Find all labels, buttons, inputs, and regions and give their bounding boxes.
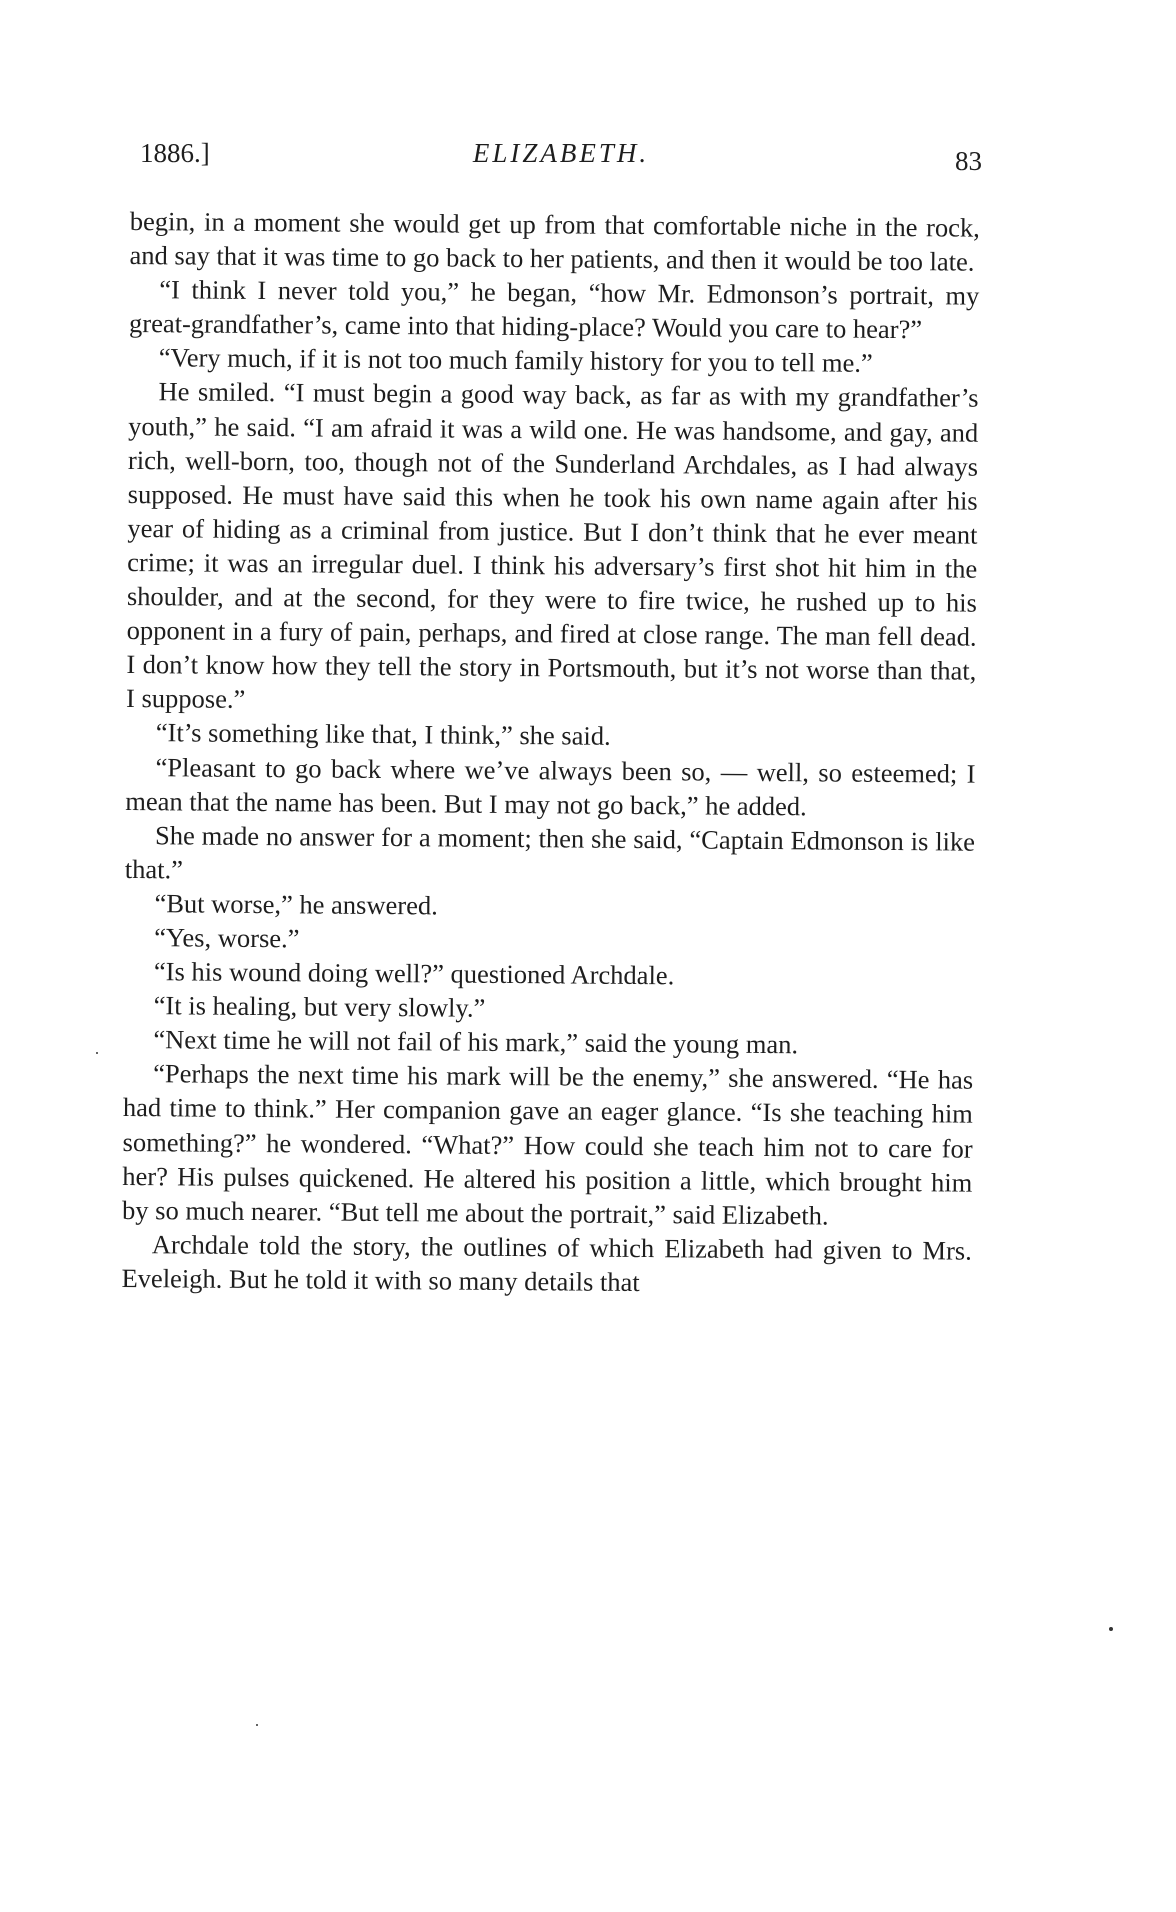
body-text [121, 204, 980, 1302]
header-title: ELIZABETH. [472, 138, 650, 168]
paragraph: “Next time he will not fail of his mark,” said the young man. [153, 1024, 799, 1060]
header-year: 1886.] [140, 138, 210, 168]
running-head [140, 138, 982, 178]
paragraph: “Perhaps the next time his mark will be the enemy,” she answered. “He has had time to think.” Her companion gave an eager glance. “Is she teaching him something?” he wondered. “What?” How could she teach him not to care for her? His pulses quickened. He altered his position a little, which brought him by so much nearer. “But tell me about the portrait,” said Elizabeth. [121, 1058, 974, 1231]
paragraph: “It is healing, but very slowly.” [153, 990, 486, 1023]
paragraph: Archdale told the story, the outlines of which Elizabeth had given to Mrs. Eveleigh. But he told it with so many details that [121, 1229, 972, 1297]
paragraph: “I think I never told you,” he began, “how Mr. Edmonson’s portrait, my great-grandfather’s, came into that hiding-place? Would you care to hear?” [128, 274, 980, 345]
page-number: 83 [955, 146, 982, 176]
ink-speck [1109, 1627, 1113, 1631]
ink-speck [256, 1724, 258, 1726]
paragraph: She made no answer for a moment; then she said, “Captain Edmonson is like that.” [124, 819, 976, 885]
paragraph: “But worse,” he answered. [154, 888, 438, 921]
paragraph: “Is his wound doing well?” questioned Archdale. [153, 956, 675, 991]
paragraph: “Yes, worse.” [154, 922, 300, 954]
paragraph: begin, in a moment she would get up from that comfortable niche in the rock, and say that it was time to go back to her patients, and then it would be too late. [129, 205, 980, 277]
paragraph: “Very much, if it is not too much family history for you to tell me.” [158, 342, 873, 379]
ink-speck [96, 1052, 98, 1054]
paragraph: He smiled. “I must begin a good way back, as far as with my grandfather’s youth,” he said. “I am afraid it was a wild one. He was handsome, and gay, and rich, well-born, too, though not of the Sunderland Archdales, as I had always supposed. He must have said this when he took his own name again after his year of hiding as a criminal from justice. But I don’t think that he ever meant crime; it was an irregular duel. I think his adversary’s first shot hit him in the shoulder, and at the second, for they were to fire twice, he rushed up to his opponent in a fury of pain, perhaps, and fired at close range. The man fell dead. I don’t know how they tell the story in Portsmouth, but it’s not worse than that, I suppose.” [125, 376, 979, 715]
paragraph: “It’s something like that, I think,” she said. [155, 717, 611, 752]
paragraph: “Pleasant to go back where we’ve always been so, — well, so esteemed; I mean that the name has been. But I may not go back,” he added. [125, 751, 976, 821]
